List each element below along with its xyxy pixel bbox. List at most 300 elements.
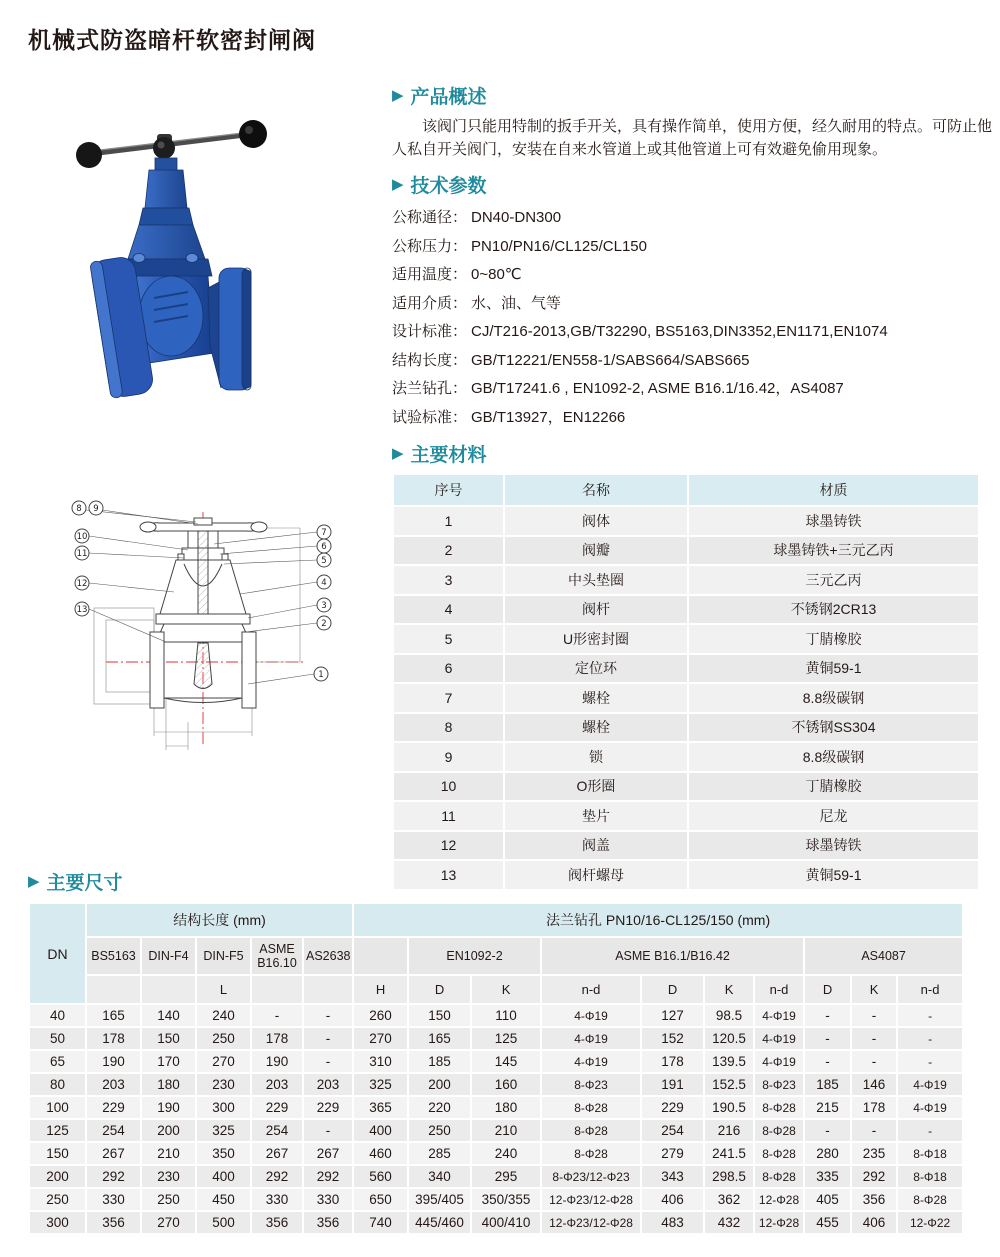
dims-cell: 203 [251, 1073, 303, 1096]
dims-cell: 400 [196, 1165, 251, 1188]
dims-cell: 285 [408, 1142, 471, 1165]
dims-cell: 267 [86, 1142, 141, 1165]
param-label: 设计标准： [392, 323, 468, 340]
dims-cell: - [804, 1027, 851, 1050]
dims-cell: - [851, 1004, 897, 1027]
param-label: 公称压力： [392, 237, 468, 255]
dims-cell: 191 [641, 1073, 704, 1096]
dims-cell: 356 [86, 1211, 141, 1234]
materials-col-name: 名称 [504, 474, 688, 506]
dims-cell: 250 [196, 1027, 251, 1050]
dims-col-dinf5: DIN-F5 [196, 937, 251, 975]
dims-cell: 450 [196, 1188, 251, 1211]
dims-cell: 298.5 [704, 1165, 754, 1188]
materials-cell: 阀盖 [504, 831, 688, 861]
dims-subgroup-en1092: EN1092-2 [408, 937, 541, 975]
dims-cell: 50 [29, 1027, 86, 1050]
materials-cell: 阀瓣 [504, 536, 688, 566]
materials-cell: 螺栓 [504, 713, 688, 743]
dims-cell: 4-Φ19 [754, 1004, 804, 1027]
dims-col-h: H [353, 975, 408, 1004]
dims-standards-row [29, 937, 963, 975]
dims-row [29, 1027, 963, 1050]
dims-group-flange: 法兰钻孔 PN10/16-CL125/150 (mm) [353, 903, 963, 937]
dims-cell: 362 [704, 1188, 754, 1211]
dims-cell: 165 [408, 1027, 471, 1050]
dims-cell: 356 [251, 1211, 303, 1234]
param-value: 0~80℃ [471, 266, 522, 283]
section-heading-tech [392, 171, 992, 198]
dims-col-nd-en: n-d [541, 975, 641, 1004]
materials-cell: 中头垫圈 [504, 565, 688, 595]
dims-cell: 340 [408, 1165, 471, 1188]
materials-cell: 13 [393, 860, 504, 890]
param-value: DN40-DN300 [471, 209, 562, 226]
dims-cell: 100 [29, 1096, 86, 1119]
dims-cell: 4-Φ19 [754, 1050, 804, 1073]
dimensions-table [28, 902, 964, 1235]
section-heading-overview [392, 82, 992, 109]
dims-cell: 120.5 [704, 1027, 754, 1050]
dims-cell: 4-Φ19 [541, 1050, 641, 1073]
dims-cell: 8-Φ28 [541, 1142, 641, 1165]
dims-cell: - [897, 1050, 963, 1073]
materials-cell: 锁 [504, 742, 688, 772]
materials-row [393, 772, 979, 802]
dims-cell: 254 [251, 1119, 303, 1142]
materials-cell: 尼龙 [688, 801, 979, 831]
materials-cell: O形圈 [504, 772, 688, 802]
dims-cell: 110 [471, 1004, 541, 1027]
dims-row [29, 1004, 963, 1027]
dims-cell: 241.5 [704, 1142, 754, 1165]
dims-cell: 185 [804, 1073, 851, 1096]
dims-cell: 300 [29, 1211, 86, 1234]
dims-cell: 80 [29, 1073, 86, 1096]
dims-cell: 8-Φ28 [754, 1119, 804, 1142]
materials-table [392, 473, 980, 891]
dims-row [29, 1050, 963, 1073]
dims-blank-cell [353, 937, 408, 975]
dims-col-d-asme: D [641, 975, 704, 1004]
param-label: 公称通径： [392, 209, 468, 226]
dims-row [29, 1188, 963, 1211]
dims-cell: 356 [303, 1211, 353, 1234]
dims-cell: 190 [141, 1096, 196, 1119]
dims-cell: 8-Φ23/12-Φ23 [541, 1165, 641, 1188]
dims-cell: 4-Φ19 [541, 1004, 641, 1027]
dims-cell: 8-Φ18 [897, 1142, 963, 1165]
param-label: 试验标准： [392, 408, 468, 426]
materials-heading: 主要材料 [410, 445, 487, 466]
svg-text:2: 2 [321, 619, 327, 629]
dims-cell: - [804, 1004, 851, 1027]
dims-subgroup-as4087: AS4087 [804, 937, 963, 975]
dims-cell: - [851, 1027, 897, 1050]
svg-text:10: 10 [76, 532, 88, 542]
materials-cell: 9 [393, 742, 504, 772]
materials-row [393, 536, 979, 566]
dims-cell: 280 [804, 1142, 851, 1165]
dims-cell: 405 [804, 1188, 851, 1211]
materials-cell: 3 [393, 565, 504, 595]
valve-technical-drawing [48, 492, 358, 762]
materials-row [393, 742, 979, 772]
tech-param [392, 233, 992, 262]
section-marker-icon: ▶ [392, 176, 404, 193]
dims-blank-cell [251, 975, 303, 1004]
dims-cell: 270 [196, 1050, 251, 1073]
dims-cell: 210 [471, 1119, 541, 1142]
dims-cell: 4-Φ19 [541, 1027, 641, 1050]
dims-cell: 180 [471, 1096, 541, 1119]
dims-cell: 229 [86, 1096, 141, 1119]
dims-cell: - [303, 1050, 353, 1073]
svg-text:4: 4 [321, 578, 327, 588]
materials-col-index: 序号 [393, 474, 504, 506]
dims-cell: 250 [29, 1188, 86, 1211]
dims-cell: 267 [303, 1142, 353, 1165]
dims-cell: 8-Φ28 [754, 1165, 804, 1188]
materials-cell: 8.8级碳钢 [688, 742, 979, 772]
dims-cell: 8-Φ23 [754, 1073, 804, 1096]
dims-cell: 260 [353, 1004, 408, 1027]
materials-cell: 8 [393, 713, 504, 743]
dims-cell: 395/405 [408, 1188, 471, 1211]
svg-text:8: 8 [76, 504, 82, 514]
dims-row [29, 1096, 963, 1119]
dims-cell: 12-Φ23/12-Φ28 [541, 1188, 641, 1211]
dims-cell: 254 [641, 1119, 704, 1142]
dims-col-k-as: K [851, 975, 897, 1004]
materials-cell: 垫片 [504, 801, 688, 831]
dims-cell: 190 [251, 1050, 303, 1073]
dims-cell: 178 [641, 1050, 704, 1073]
dims-col-d-en: D [408, 975, 471, 1004]
dims-cell: 267 [251, 1142, 303, 1165]
dims-cell: 460 [353, 1142, 408, 1165]
svg-text:13: 13 [76, 605, 88, 615]
dims-cell: 292 [303, 1165, 353, 1188]
dims-cell: 178 [251, 1027, 303, 1050]
dims-group-length: 结构长度 (mm) [86, 903, 353, 937]
dims-cell: - [303, 1004, 353, 1027]
dims-col-l: L [196, 975, 251, 1004]
dims-cell: - [251, 1004, 303, 1027]
svg-text:1: 1 [318, 670, 324, 680]
dims-cell: 210 [141, 1142, 196, 1165]
dims-cell: 365 [353, 1096, 408, 1119]
materials-cell: 阀体 [504, 506, 688, 536]
param-label: 法兰钻孔： [392, 380, 468, 397]
svg-text:3: 3 [321, 601, 327, 611]
dims-cell: 8-Φ28 [541, 1119, 641, 1142]
dims-cell: 292 [86, 1165, 141, 1188]
dims-cell: 178 [86, 1027, 141, 1050]
dims-col-d-as: D [804, 975, 851, 1004]
dims-cell: 330 [251, 1188, 303, 1211]
dims-col-k-en: K [471, 975, 541, 1004]
svg-text:11: 11 [76, 549, 88, 559]
dims-cell: 250 [408, 1119, 471, 1142]
dims-cell: 254 [86, 1119, 141, 1142]
materials-cell: 球墨铸铁 [688, 506, 979, 536]
materials-cell: 三元乙丙 [688, 565, 979, 595]
tech-param [392, 347, 992, 376]
section-marker-icon: ▶ [28, 873, 40, 890]
dims-cell: 343 [641, 1165, 704, 1188]
dims-cell: 160 [471, 1073, 541, 1096]
dims-cell: 8-Φ28 [541, 1096, 641, 1119]
dims-cell: 406 [851, 1211, 897, 1234]
dims-cell: 8-Φ28 [754, 1142, 804, 1165]
dims-col-bs5163: BS5163 [86, 937, 141, 975]
dims-cell: - [851, 1050, 897, 1073]
dims-col-k-asme: K [704, 975, 754, 1004]
dims-cell: 295 [471, 1165, 541, 1188]
dims-cell: 455 [804, 1211, 851, 1234]
dims-blank-cell [303, 975, 353, 1004]
dims-cell: - [851, 1119, 897, 1142]
tech-param [392, 290, 992, 319]
param-value: 水、油、气等 [471, 294, 562, 312]
dims-cell: 152 [641, 1027, 704, 1050]
dims-cell: 240 [196, 1004, 251, 1027]
section-heading-dimensions [28, 868, 972, 895]
tech-param [392, 261, 992, 290]
materials-row [393, 506, 979, 536]
tech-param [392, 318, 992, 347]
dims-cell: - [303, 1027, 353, 1050]
materials-col-material: 材质 [688, 474, 979, 506]
materials-cell: 4 [393, 595, 504, 625]
materials-cell: 黄铜59-1 [688, 654, 979, 684]
dims-cell: 150 [408, 1004, 471, 1027]
dims-cell: 335 [804, 1165, 851, 1188]
dims-row [29, 1165, 963, 1188]
right-column [392, 80, 992, 891]
materials-cell: 黄铜59-1 [688, 860, 979, 890]
dims-cell: 220 [408, 1096, 471, 1119]
materials-cell: 2 [393, 536, 504, 566]
materials-cell: 8.8级碳钢 [688, 683, 979, 713]
materials-row [393, 565, 979, 595]
dims-cell: 170 [141, 1050, 196, 1073]
dims-cell: 8-Φ23 [541, 1073, 641, 1096]
dims-col-dn: DN [29, 903, 86, 1004]
materials-cell: 阀杆 [504, 595, 688, 625]
materials-row [393, 683, 979, 713]
materials-cell: U形密封圈 [504, 624, 688, 654]
dims-cell: 279 [641, 1142, 704, 1165]
param-label: 适用介质： [392, 294, 468, 312]
dims-col-nd-asme: n-d [754, 975, 804, 1004]
materials-cell: 7 [393, 683, 504, 713]
dims-cell: 8-Φ28 [897, 1188, 963, 1211]
svg-text:7: 7 [321, 528, 327, 538]
dims-cell: 127 [641, 1004, 704, 1027]
dims-units-row [29, 975, 963, 1004]
materials-row [393, 801, 979, 831]
materials-header-row [393, 474, 979, 506]
dims-cell: - [897, 1004, 963, 1027]
dims-cell: 230 [196, 1073, 251, 1096]
svg-text:6: 6 [321, 542, 327, 552]
dims-cell: 432 [704, 1211, 754, 1234]
overview-paragraph: 该阀门只能用特制的扳手开关，具有操作简单，使用方便，经久耐用的特点。可防止他人私自开关阀门，安装在自来水管道上或其他管道上可有效避免偷用现象。 [392, 118, 993, 158]
dims-cell: 356 [851, 1188, 897, 1211]
param-value: GB/T13927，EN12266 [471, 408, 626, 426]
dims-cell: 229 [251, 1096, 303, 1119]
dims-col-dinf4: DIN-F4 [141, 937, 196, 975]
dims-cell: 4-Φ19 [897, 1096, 963, 1119]
materials-cell: 12 [393, 831, 504, 861]
dims-cell: 350/355 [471, 1188, 541, 1211]
materials-cell: 螺栓 [504, 683, 688, 713]
dims-cell: 330 [303, 1188, 353, 1211]
dimensions-section [28, 866, 972, 1235]
dims-group-row [29, 903, 963, 937]
dims-cell: 216 [704, 1119, 754, 1142]
page-title: 机械式防盗暗杆软密封闸阀 [28, 27, 316, 53]
materials-cell: 10 [393, 772, 504, 802]
param-label: 适用温度： [392, 266, 468, 283]
dims-cell: 12-Φ28 [754, 1211, 804, 1234]
dims-cell: 140 [141, 1004, 196, 1027]
dims-cell: 350 [196, 1142, 251, 1165]
dims-cell: 4-Φ19 [897, 1073, 963, 1096]
dims-col-asme-b1610: ASME B16.10 [251, 937, 303, 975]
dims-blank-cell [141, 975, 196, 1004]
svg-text:5: 5 [321, 556, 327, 566]
materials-cell: 球墨铸铁+三元乙丙 [688, 536, 979, 566]
dims-cell: 240 [471, 1142, 541, 1165]
materials-cell: 丁腈橡胶 [688, 624, 979, 654]
dims-cell: 12-Φ22 [897, 1211, 963, 1234]
materials-cell: 阀杆螺母 [504, 860, 688, 890]
dims-cell: 180 [141, 1073, 196, 1096]
dims-cell: 400/410 [471, 1211, 541, 1234]
dims-cell: 203 [86, 1073, 141, 1096]
dims-cell: 500 [196, 1211, 251, 1234]
dims-cell: - [303, 1119, 353, 1142]
dims-cell: 190.5 [704, 1096, 754, 1119]
dims-cell: 12-Φ23/12-Φ28 [541, 1211, 641, 1234]
materials-row [393, 624, 979, 654]
dims-cell: 125 [471, 1027, 541, 1050]
dims-cell: 203 [303, 1073, 353, 1096]
materials-cell: 5 [393, 624, 504, 654]
dims-cell: 310 [353, 1050, 408, 1073]
dims-cell: - [804, 1050, 851, 1073]
dims-cell: 740 [353, 1211, 408, 1234]
dims-cell: 230 [141, 1165, 196, 1188]
tech-param [392, 375, 992, 404]
dims-cell: 139.5 [704, 1050, 754, 1073]
dims-cell: 300 [196, 1096, 251, 1119]
dims-row [29, 1073, 963, 1096]
materials-cell: 1 [393, 506, 504, 536]
dimensions-heading: 主要尺寸 [46, 873, 123, 894]
valve-product-photo [58, 98, 358, 418]
dims-row [29, 1119, 963, 1142]
param-value: CJ/T216-2013,GB/T32290, BS5163,DIN3352,EN1171,EN1074 [471, 323, 888, 340]
materials-row [393, 595, 979, 625]
tech-param [392, 404, 992, 433]
dims-cell: 4-Φ19 [754, 1027, 804, 1050]
dims-cell: 235 [851, 1142, 897, 1165]
dims-cell: 229 [641, 1096, 704, 1119]
param-value: GB/T12221/EN558-1/SABS664/SABS665 [471, 351, 750, 369]
materials-cell: 6 [393, 654, 504, 684]
dims-cell: 250 [141, 1188, 196, 1211]
dims-col-as2638: AS2638 [303, 937, 353, 975]
dims-cell: 270 [353, 1027, 408, 1050]
tech-params-list [392, 204, 992, 432]
dims-cell: 200 [141, 1119, 196, 1142]
materials-cell: 不锈钢SS304 [688, 713, 979, 743]
dims-cell: 292 [851, 1165, 897, 1188]
dims-cell: 146 [851, 1073, 897, 1096]
dims-cell: 325 [353, 1073, 408, 1096]
tech-heading: 技术参数 [410, 176, 487, 197]
dims-cell: 200 [29, 1165, 86, 1188]
dims-cell: 65 [29, 1050, 86, 1073]
materials-row [393, 654, 979, 684]
dims-cell: 483 [641, 1211, 704, 1234]
dims-cell: 8-Φ18 [897, 1165, 963, 1188]
dims-cell: - [897, 1119, 963, 1142]
dims-cell: 400 [353, 1119, 408, 1142]
materials-row [393, 831, 979, 861]
dims-col-nd-as: n-d [897, 975, 963, 1004]
materials-cell: 球墨铸铁 [688, 831, 979, 861]
dims-cell: 8-Φ28 [754, 1096, 804, 1119]
dims-cell: 12-Φ28 [754, 1188, 804, 1211]
materials-cell: 不锈钢2CR13 [688, 595, 979, 625]
section-marker-icon: ▶ [392, 87, 404, 104]
tech-param [392, 204, 992, 233]
dims-cell: 270 [141, 1211, 196, 1234]
dims-cell: 406 [641, 1188, 704, 1211]
dims-cell: 145 [471, 1050, 541, 1073]
dims-cell: 165 [86, 1004, 141, 1027]
dims-cell: 229 [303, 1096, 353, 1119]
dims-cell: 445/460 [408, 1211, 471, 1234]
materials-cell: 定位环 [504, 654, 688, 684]
param-value: PN10/PN16/CL125/CL150 [471, 237, 647, 255]
dims-subgroup-asme: ASME B16.1/B16.42 [541, 937, 804, 975]
dims-cell: 40 [29, 1004, 86, 1027]
section-marker-icon: ▶ [392, 445, 404, 462]
dims-blank-cell [86, 975, 141, 1004]
param-label: 结构长度： [392, 351, 468, 369]
svg-text:9: 9 [93, 504, 99, 514]
dims-cell: 178 [851, 1096, 897, 1119]
dims-cell: 190 [86, 1050, 141, 1073]
materials-cell: 丁腈橡胶 [688, 772, 979, 802]
materials-cell: 11 [393, 801, 504, 831]
dims-row [29, 1142, 963, 1165]
dims-cell: 330 [86, 1188, 141, 1211]
dims-cell: 200 [408, 1073, 471, 1096]
dims-cell: 152.5 [704, 1073, 754, 1096]
svg-text:12: 12 [76, 579, 88, 589]
dims-cell: 215 [804, 1096, 851, 1119]
section-heading-materials [392, 440, 992, 467]
dims-cell: 98.5 [704, 1004, 754, 1027]
dims-cell: 125 [29, 1119, 86, 1142]
